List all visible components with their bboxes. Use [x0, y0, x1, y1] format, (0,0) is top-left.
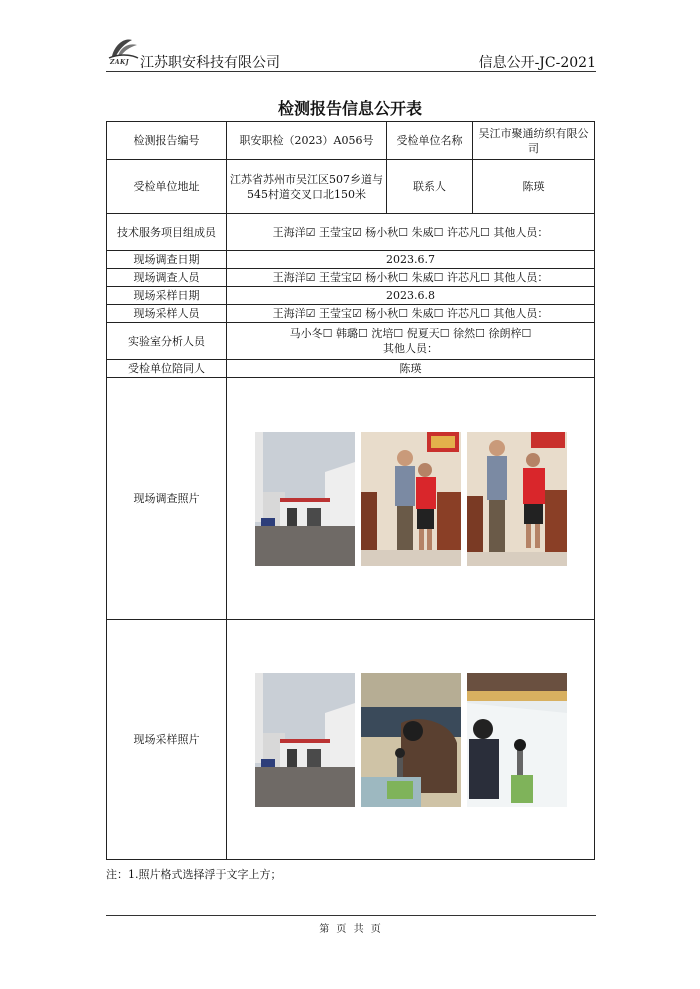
sampling-photos-label: 现场采样照片 — [107, 620, 227, 860]
sampling-date-value: 2023.6.8 — [227, 287, 595, 305]
table-row — [107, 360, 595, 378]
sampling-staff-label: 现场采样人员 — [107, 305, 227, 323]
table-row — [107, 305, 595, 323]
table-row — [107, 323, 595, 360]
report-no-value: 职安职检（2023）A056号 — [227, 122, 387, 160]
page-header — [106, 32, 596, 72]
survey-photo-interview-1 — [361, 432, 461, 566]
contact-label: 联系人 — [387, 160, 473, 214]
company-name: 江苏职安科技有限公司 — [140, 55, 280, 71]
survey-date-value: 2023.6.7 — [227, 251, 595, 269]
escort-label: 受检单位陪同人 — [107, 360, 227, 378]
table-row — [107, 160, 595, 214]
sampling-photo-meter-2 — [467, 673, 567, 807]
info-table — [106, 121, 595, 860]
survey-staff-label: 现场调查人员 — [107, 269, 227, 287]
page-number: 第 页 共 页 — [319, 924, 381, 935]
report-no-label: 检测报告编号 — [107, 122, 227, 160]
sampling-photo-courtyard — [255, 673, 355, 807]
escort-value: 陈瑛 — [227, 360, 595, 378]
header-divider — [106, 71, 596, 72]
contact-value: 陈瑛 — [473, 160, 595, 214]
table-row — [107, 251, 595, 269]
survey-staff-value: 王海洋☑ 王莹宝☑ 杨小秋☐ 朱威☐ 许芯凡☐ 其他人员： — [227, 269, 595, 287]
footer-divider — [106, 915, 596, 916]
address-label: 受检单位地址 — [107, 160, 227, 214]
table-row — [107, 214, 595, 251]
survey-photos-cell — [227, 378, 595, 620]
sampling-date-label: 现场采样日期 — [107, 287, 227, 305]
survey-photos-label: 现场调查照片 — [107, 378, 227, 620]
table-row — [107, 122, 595, 160]
survey-photo-interview-2 — [467, 432, 567, 566]
logo-text: ZAKJ — [110, 59, 130, 66]
lab-staff-value — [227, 323, 595, 360]
survey-date-label: 现场调查日期 — [107, 251, 227, 269]
lab-staff-line: 马小冬☐ 韩璐☐ 沈培☐ 倪夏天☐ 徐然☐ 徐朗梓☐ — [289, 327, 532, 340]
address-value: 江苏省苏州市吴江区507乡道与545村道交叉口北150米 — [227, 160, 387, 214]
sampling-photo-meter-1 — [361, 673, 461, 807]
team-value: 王海洋☑ 王莹宝☑ 杨小秋☐ 朱威☐ 许芯凡☐ 其他人员： — [227, 214, 595, 251]
table-row — [107, 269, 595, 287]
unit-name-label: 受检单位名称 — [387, 122, 473, 160]
lab-staff-other: 其他人员： — [383, 342, 438, 355]
table-row — [107, 287, 595, 305]
survey-photo-courtyard — [255, 432, 355, 566]
unit-name-value: 吴江市聚通纺织有限公司 — [473, 122, 595, 160]
footnote: 注：1.照片格式选择浮于文字上方； — [106, 868, 282, 881]
page-title: 检测报告信息公开表 — [277, 99, 422, 118]
lab-staff-label: 实验室分析人员 — [107, 323, 227, 360]
document-number: 信息公开-JC-2021 — [478, 55, 596, 71]
sampling-staff-value: 王海洋☑ 王莹宝☑ 杨小秋☐ 朱威☐ 许芯凡☐ 其他人员： — [227, 305, 595, 323]
sampling-photos-cell — [227, 620, 595, 860]
table-row — [107, 378, 595, 620]
table-row — [107, 620, 595, 860]
team-label: 技术服务项目组成员 — [107, 214, 227, 251]
